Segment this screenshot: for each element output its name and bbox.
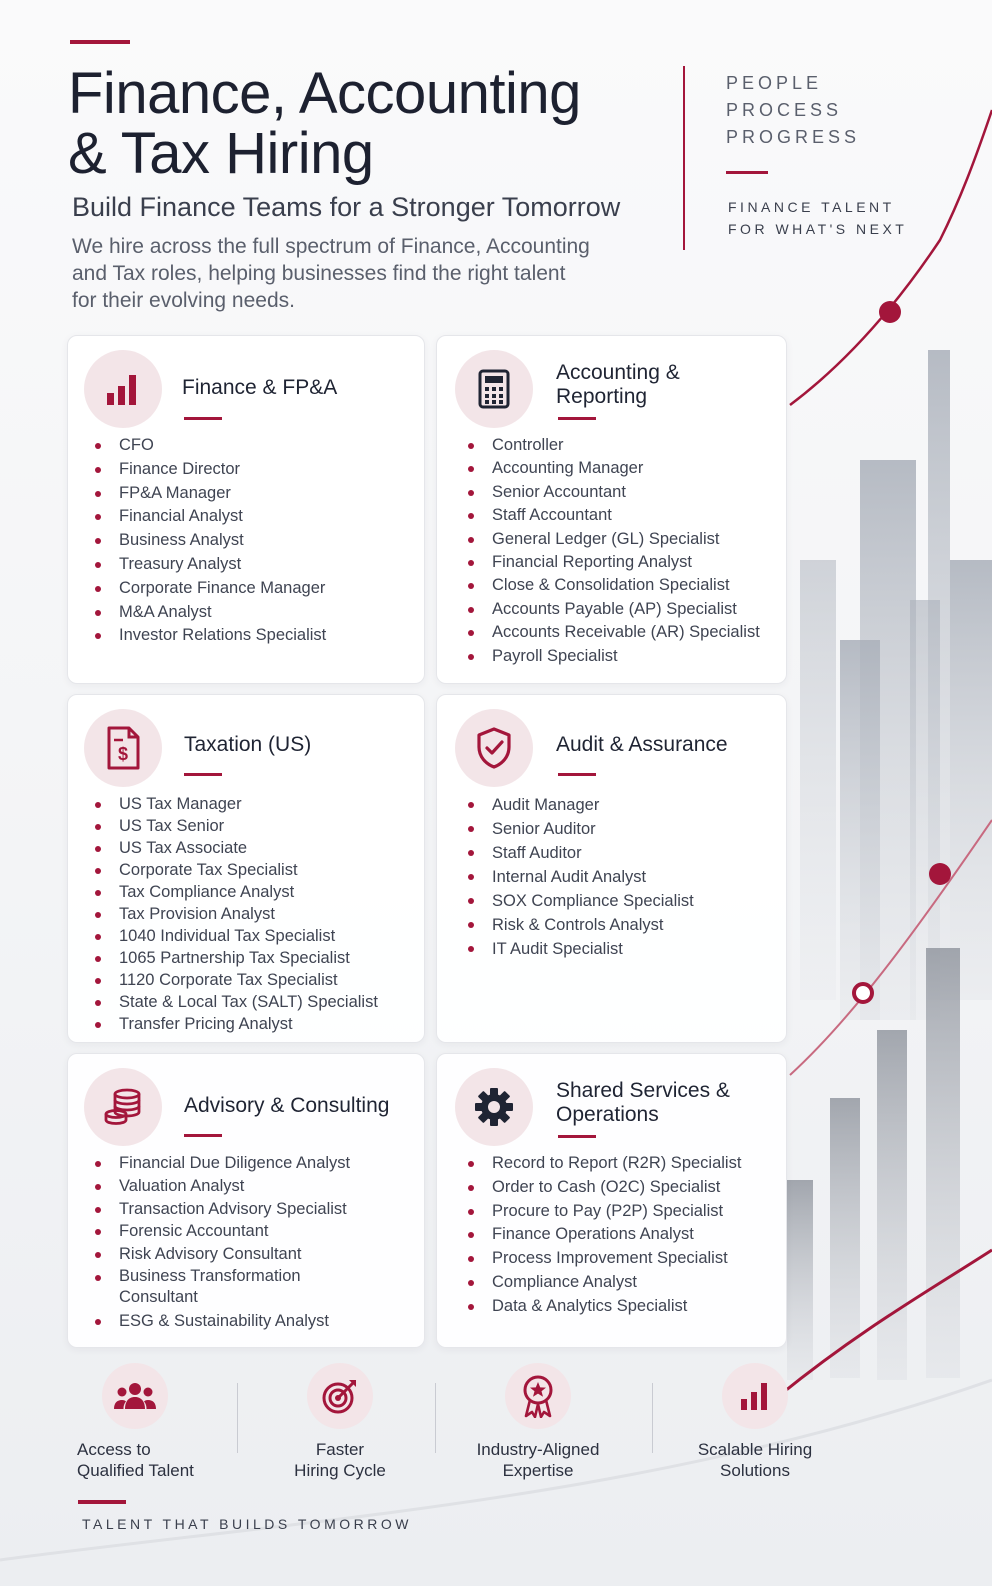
list-item: Internal Audit Analyst [467, 865, 694, 889]
tagline [726, 70, 860, 151]
calculator-icon [455, 350, 533, 428]
footer-accent-bar [78, 1500, 126, 1504]
role-list [94, 434, 326, 648]
list-item: Process Improvement Specialist [467, 1247, 741, 1271]
role-list [94, 793, 378, 1035]
feature-access-talent [60, 1363, 210, 1481]
tagline-word: PROGRESS [726, 127, 861, 147]
list-item: Payroll Specialist [467, 645, 760, 668]
footer-tagline: TALENT THAT BUILDS TOMORROW [82, 1516, 412, 1532]
list-item: US Tax Associate [94, 837, 378, 859]
feature-label [265, 1439, 415, 1481]
feature-industry-expertise [463, 1363, 613, 1481]
list-item: ESG & Sustainability Analyst [94, 1310, 350, 1333]
card-title-rule [184, 1134, 222, 1137]
feature-faster-hiring [265, 1363, 415, 1481]
role-list [467, 793, 694, 961]
card-title [556, 1079, 730, 1127]
card-title [556, 733, 728, 757]
list-item: State & Local Tax (SALT) Specialist [94, 991, 378, 1013]
list-item: Finance Operations Analyst [467, 1223, 741, 1247]
list-item: Valuation Analyst [94, 1175, 350, 1198]
card-title [184, 733, 311, 757]
card-title-line: Audit & Assurance [556, 733, 728, 756]
list-item: Corporate Finance Manager [94, 577, 326, 601]
list-item: Senior Accountant [467, 481, 760, 504]
bar-chart-icon [722, 1363, 788, 1429]
card-title-line: Advisory & Consulting [184, 1094, 390, 1117]
list-item: Transfer Pricing Analyst [94, 1013, 378, 1035]
list-item: Staff Accountant [467, 504, 760, 527]
list-item: M&A Analyst [94, 601, 326, 625]
page-title [68, 61, 668, 186]
card-title [184, 1094, 389, 1118]
header-divider [683, 66, 685, 250]
list-item: Close & Consolidation Specialist [467, 574, 760, 597]
role-list [94, 1152, 350, 1333]
gear-icon [455, 1068, 533, 1146]
list-item: Compliance Analyst [467, 1271, 741, 1295]
card-title-rule [558, 773, 596, 776]
tagline-word: PROCESS [726, 100, 843, 120]
card-title-rule [558, 1135, 596, 1138]
card-title-line: Taxation (US) [184, 733, 312, 756]
list-item: Audit Manager [467, 793, 694, 817]
feature-label-line: Expertise [502, 1461, 574, 1480]
list-item: Staff Auditor [467, 841, 694, 865]
card-title-rule [184, 417, 222, 420]
list-item: 1040 Individual Tax Specialist [94, 925, 378, 947]
tagline-accent-bar [726, 171, 768, 174]
tagline-secondary-line: FOR WHAT'S NEXT [728, 221, 908, 237]
feature-label-line: Access to [77, 1440, 151, 1459]
list-item: Corporate Tax Specialist [94, 859, 378, 881]
list-item: US Tax Senior [94, 815, 378, 837]
list-item: Accounting Manager [467, 457, 760, 480]
list-item: Tax Compliance Analyst [94, 881, 378, 903]
list-item: General Ledger (GL) Specialist [467, 528, 760, 551]
card-finance-fpa [67, 335, 425, 684]
list-item: Business Transformation Consultant [94, 1266, 324, 1308]
card-title-line: Accounting & [556, 361, 680, 384]
title-line: & Tax Hiring [68, 121, 374, 186]
list-item: US Tax Manager [94, 793, 378, 815]
list-item: Treasury Analyst [94, 553, 326, 577]
list-item: Tax Provision Analyst [94, 903, 378, 925]
card-title-line: Finance & FP&A [182, 376, 338, 399]
list-item: 1120 Corporate Tax Specialist [94, 969, 378, 991]
intro-line: We hire across the full spectrum of Finance, Accounting [72, 235, 590, 258]
svg-text:$: $ [117, 744, 129, 764]
card-taxation-us [67, 694, 425, 1043]
feature-label-line: Qualified Talent [77, 1461, 194, 1480]
feature-label-line: Industry-Aligned [476, 1440, 600, 1459]
list-item: Accounts Payable (AP) Specialist [467, 598, 760, 621]
tagline-word: PEOPLE [726, 73, 823, 93]
intro-line: for their evolving needs. [72, 289, 295, 312]
list-item: Data & Analytics Specialist [467, 1295, 741, 1319]
shield-check-icon [455, 709, 533, 787]
list-item: Transaction Advisory Specialist [94, 1198, 350, 1221]
list-item: CFO [94, 434, 326, 458]
card-title [182, 376, 337, 400]
coins-stack-icon [84, 1068, 162, 1146]
target-arrow-icon [307, 1363, 373, 1429]
list-item: Procure to Pay (P2P) Specialist [467, 1200, 741, 1224]
card-title-rule [558, 417, 596, 420]
bar-chart-icon [84, 350, 162, 428]
list-item: IT Audit Specialist [467, 937, 694, 961]
people-group-icon [102, 1363, 168, 1429]
card-title [556, 361, 680, 409]
feature-divider [435, 1383, 436, 1453]
list-item: Senior Auditor [467, 817, 694, 841]
role-list [467, 1152, 741, 1319]
list-item: Financial Due Diligence Analyst [94, 1152, 350, 1175]
role-list [467, 434, 760, 668]
intro-text [72, 233, 632, 314]
award-ribbon-icon [505, 1363, 571, 1429]
feature-divider [237, 1383, 238, 1453]
list-item: Investor Relations Specialist [94, 624, 326, 648]
tagline-secondary [728, 196, 907, 240]
top-accent-bar [70, 40, 130, 44]
feature-scalable-hiring [680, 1363, 830, 1481]
list-item: Forensic Accountant [94, 1220, 350, 1243]
list-item: Controller [467, 434, 760, 457]
title-line: Finance, Accounting [68, 61, 581, 126]
card-advisory-consulting [67, 1053, 425, 1348]
card-title-line: Operations [556, 1103, 659, 1126]
list-item: Finance Director [94, 458, 326, 482]
page-subtitle: Build Finance Teams for a Stronger Tomorrow [72, 192, 621, 222]
list-item: Record to Report (R2R) Specialist [467, 1152, 741, 1176]
tagline-secondary-line: FINANCE TALENT [728, 199, 895, 215]
feature-label [463, 1439, 613, 1481]
feature-label-line: Faster [315, 1440, 365, 1459]
feature-label-line: Solutions [720, 1461, 790, 1480]
card-accounting-reporting [436, 335, 787, 684]
list-item: Risk Advisory Consultant [94, 1243, 350, 1266]
feature-label [60, 1439, 210, 1481]
list-item: Financial Analyst [94, 505, 326, 529]
list-item: Accounts Receivable (AR) Specialist [467, 621, 760, 644]
feature-label-line: Hiring Cycle [294, 1461, 386, 1480]
tax-document-icon [84, 709, 162, 787]
list-item: 1065 Partnership Tax Specialist [94, 947, 378, 969]
feature-label [680, 1439, 830, 1481]
list-item: Order to Cash (O2C) Specialist [467, 1176, 741, 1200]
card-title-line: Shared Services & [556, 1079, 730, 1102]
intro-line: and Tax roles, helping businesses find the right talent [72, 262, 566, 285]
list-item: Business Analyst [94, 529, 326, 553]
feature-label-line: Scalable Hiring [697, 1440, 813, 1459]
card-title-line: Reporting [556, 385, 648, 408]
card-title-rule [184, 773, 222, 776]
list-item: Risk & Controls Analyst [467, 913, 694, 937]
list-item: Financial Reporting Analyst [467, 551, 760, 574]
card-shared-services-operations [436, 1053, 787, 1348]
list-item: FP&A Manager [94, 482, 326, 506]
card-audit-assurance [436, 694, 787, 1043]
feature-divider [652, 1383, 653, 1453]
list-item: SOX Compliance Specialist [467, 889, 694, 913]
